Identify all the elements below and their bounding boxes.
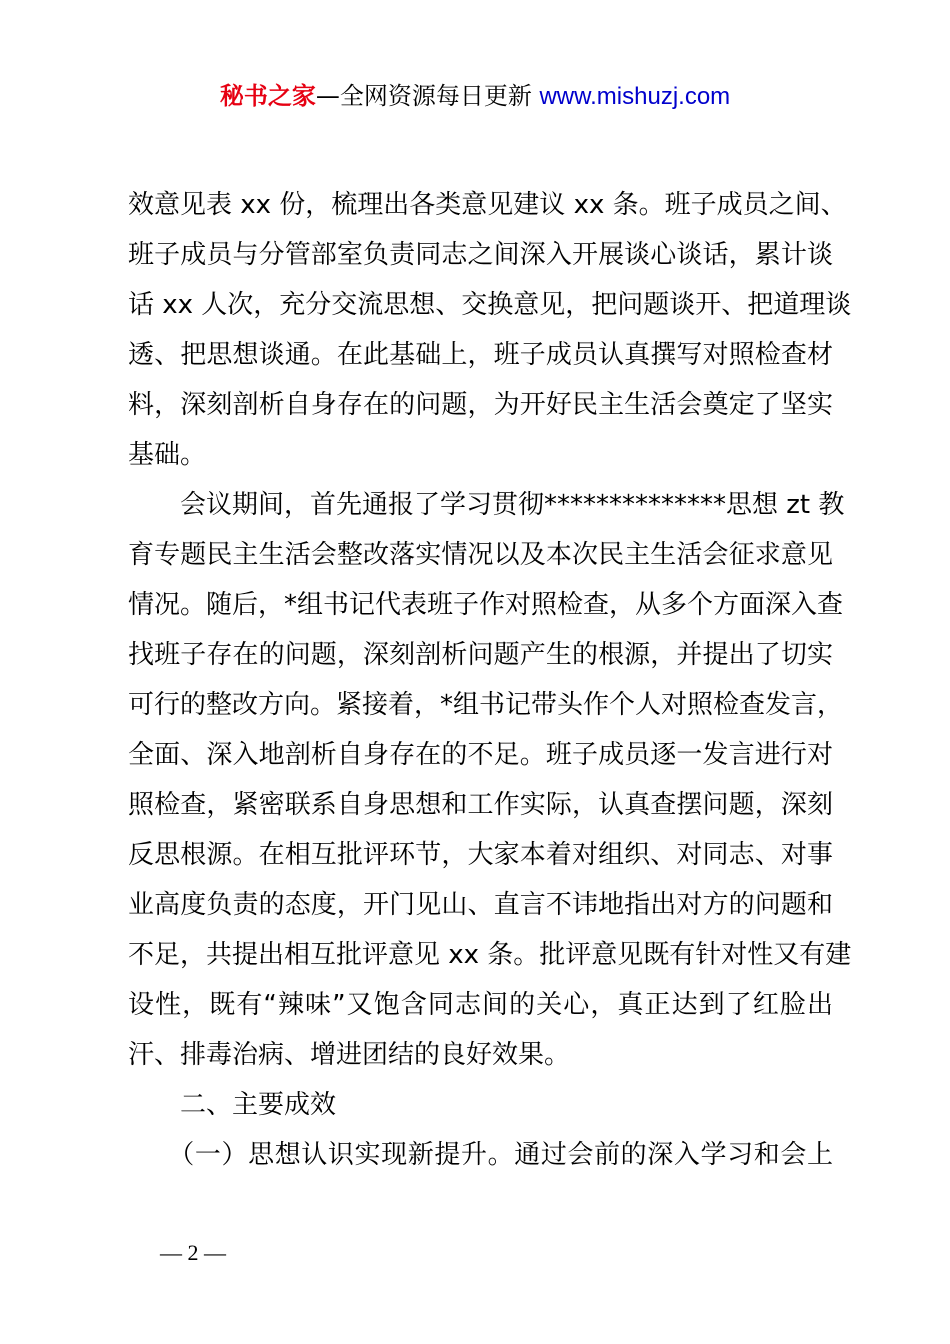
text-line: 二、主要成效 [128, 1090, 337, 1120]
site-url[interactable]: www.mishuzj.com [539, 83, 731, 110]
text-line: 话 xx 人次，充分交流思想、交换意见，把问题谈开、把道理谈 [128, 290, 852, 320]
text-line: （一）思想认识实现新提升。通过会前的深入学习和会上 [128, 1140, 833, 1170]
text-line: 料，深刻剖析自身存在的问题，为开好民主生活会奠定了坚实 [128, 390, 833, 420]
text-line: 班子成员与分管部室负责同志之间深入开展谈心谈话，累计谈 [128, 240, 833, 270]
text-line: 照检查，紧密联系自身思想和工作实际，认真查摆问题，深刻 [128, 790, 833, 820]
text-line: 可行的整改方向。紧接着，*组书记带头作个人对照检查发言， [128, 690, 844, 720]
document-body [128, 180, 852, 1180]
text-line: 情况。随后，*组书记代表班子作对照检查，从多个方面深入查 [128, 590, 844, 620]
text-line: 育专题民主生活会整改落实情况以及本次民主生活会征求意见 [128, 540, 833, 570]
text-line: 全面、深入地剖析自身存在的不足。班子成员逐一发言进行对 [128, 740, 833, 770]
text-line: 汗、排毒治病、增进团结的良好效果。 [128, 1040, 571, 1070]
text-line: 找班子存在的问题，深刻剖析问题产生的根源，并提出了切实 [128, 640, 833, 670]
text-line: 会议期间，首先通报了学习贯彻**************思想 zt 教 [128, 490, 845, 520]
text-line: 不足，共提出相互批评意见 xx 条。批评意见既有针对性又有建 [128, 940, 852, 970]
page-number: — 2 — [160, 1240, 226, 1265]
text-line: 业高度负责的态度，开门见山、直言不讳地指出对方的问题和 [128, 890, 833, 920]
banner-tagline: —全网资源每日更新 [315, 82, 540, 110]
text-line: 设性，既有“辣味”又饱含同志间的关心，真正达到了红脸出 [128, 990, 833, 1020]
text-line: 效意见表 xx 份，梳理出各类意见建议 xx 条。班子成员之间、 [128, 190, 847, 220]
text-line: 基础。 [128, 440, 207, 470]
text-line: 透、把思想谈通。在此基础上，班子成员认真撰写对照检查材 [128, 340, 833, 370]
text-line: 反思根源。在相互批评环节，大家本着对组织、对同志、对事 [128, 840, 833, 870]
site-banner [0, 80, 950, 113]
brand-name: 秘书之家 [219, 82, 316, 110]
